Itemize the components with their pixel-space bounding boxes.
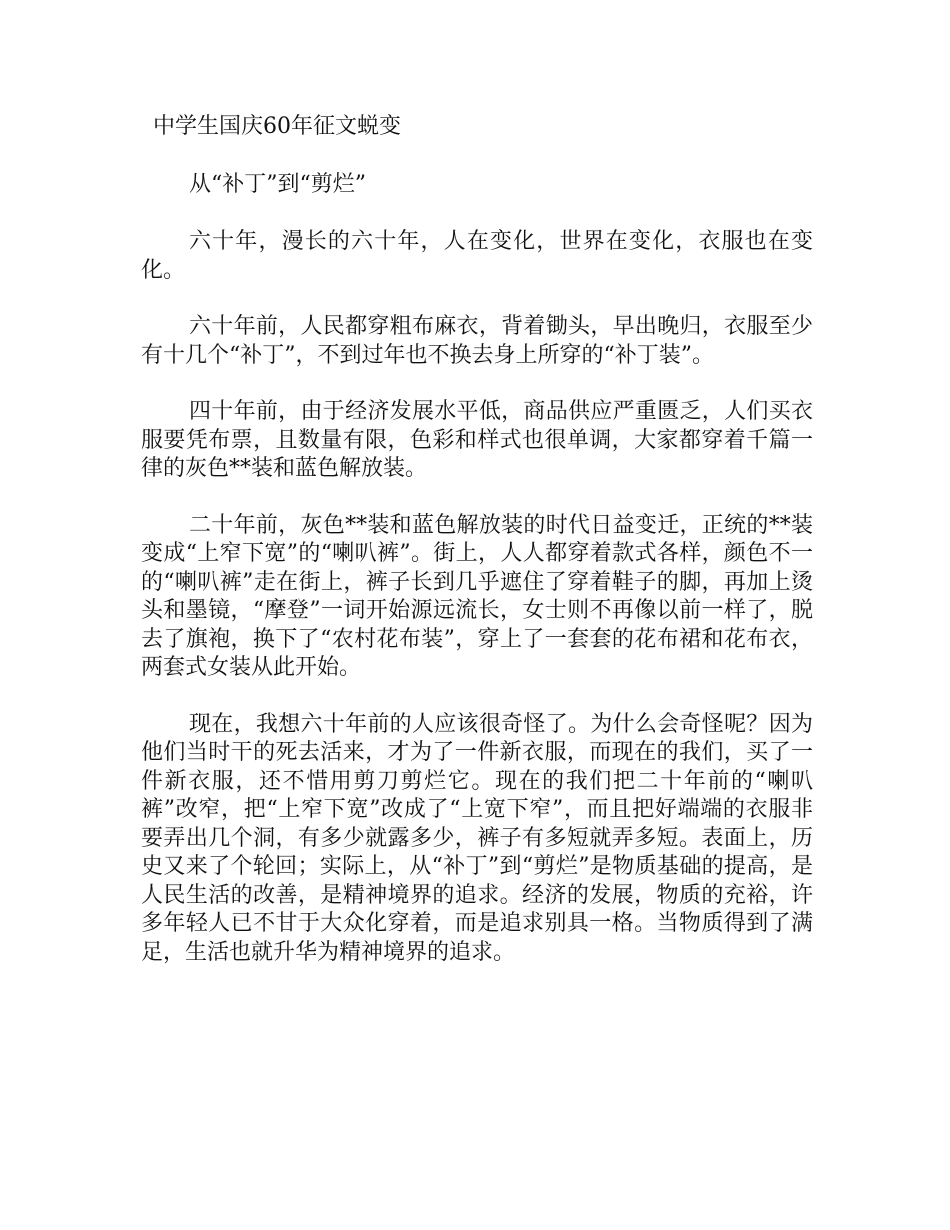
document-subtitle: 从“补丁”到“剪烂” [189,172,366,197]
document-page [141,112,813,995]
document-title: 中学生国庆60年征文蜕变 [153,114,401,139]
paragraph-4: 二十年前，灰色**装和蓝色解放装的时代日益变迁，正统的**装变成“上窄下宽”的“喇叭裤”。街上，人人都穿着款式各样，颜色不一的“喇叭裤”走在街上，裤子长到几乎遮住了穿着鞋子的脚，再加上烫头和墨镜，“摩登”一词开始源远流长，女士则不再像以前一样了，脱去了旗袍，换下了“农村花布装”，穿上了一套套的花布裙和花布衣，两套式女装从此开始。 [141,512,813,680]
paragraph-5: 现在，我想六十年前的人应该很奇怪了。为什么会奇怪呢？因为他们当时干的死去活来，才为了一件新衣服，而现在的我们，买了一件新衣服，还不惜用剪刀剪烂它。现在的我们把二十年前的“喇叭裤”改窄，把“上窄下宽”改成了“上宽下窄”，而且把好端端的衣服非要弄出几个洞，有多少就露多少，裤子有多短就弄多短。表面上，历史又来了个轮回；实际上，从“补丁”到“剪烂”是物质基础的提高，是人民生活的改善，是精神境界的追求。经济的发展，物质的充裕，许多年轻人已不甘于大众化穿着，而是追求别具一格。当物质得到了满足，生活也就升华为精神境界的追求。 [141,711,813,965]
paragraph-3: 四十年前，由于经济发展水平低，商品供应严重匮乏，人们买衣服要凭布票，且数量有限，色彩和样式也很单调，大家都穿着千篇一律的灰色**装和蓝色解放装。 [141,399,813,481]
paragraph-2: 六十年前，人民都穿粗布麻衣，背着锄头，早出晚归，衣服至少有十几个“补丁”，不到过年也不换去身上所穿的“补丁装”。 [141,314,813,368]
paragraph-1: 六十年，漫长的六十年，人在变化，世界在变化，衣服也在变化。 [141,229,813,283]
